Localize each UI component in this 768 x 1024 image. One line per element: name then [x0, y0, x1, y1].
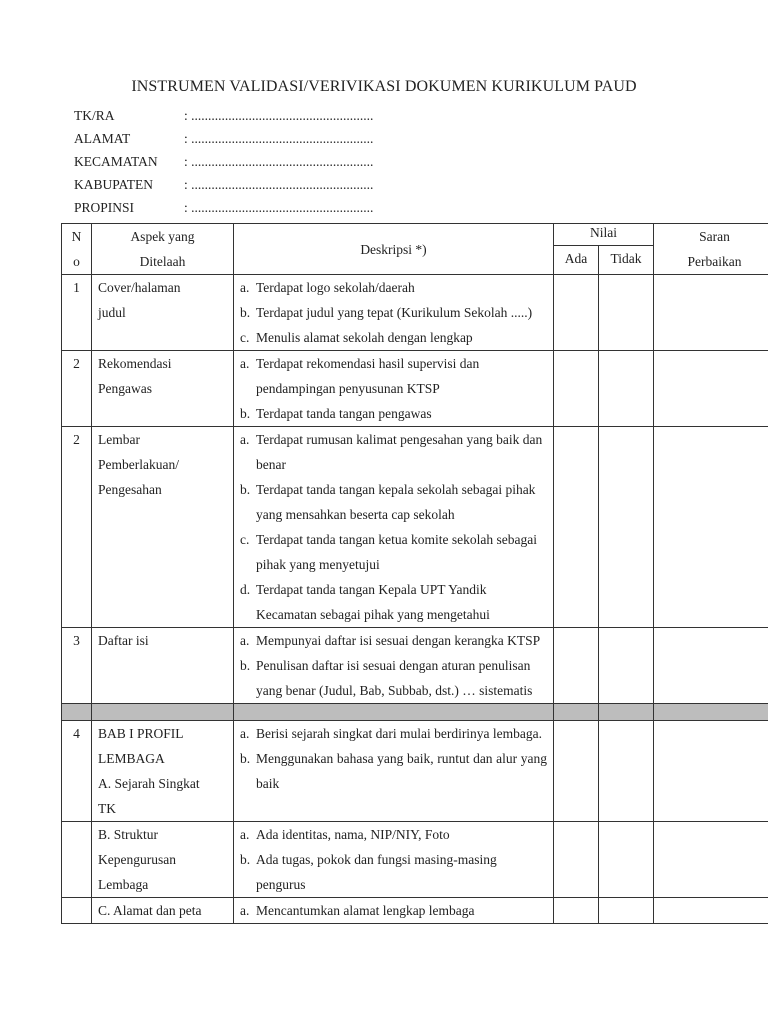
criterion-text: Mempunyai daftar isi sesuai dengan kerangka KTSP	[256, 633, 541, 648]
header-ada: Ada	[554, 245, 599, 274]
identity-value: : ......................................................	[184, 108, 374, 123]
header-aspek-line1: Aspek yang	[130, 229, 195, 244]
criterion-letter: b.	[240, 482, 251, 497]
aspek-line: Pengawas	[98, 381, 152, 396]
cell-tidak[interactable]	[599, 628, 654, 704]
criterion-item	[240, 325, 547, 350]
cell-ada[interactable]	[554, 721, 599, 822]
header-saran-line1: Saran	[699, 229, 730, 244]
criterion-letter: a.	[240, 280, 250, 295]
row-aspek	[92, 721, 234, 822]
separator-cell	[554, 704, 599, 721]
table-row	[62, 628, 768, 704]
cell-saran[interactable]	[654, 898, 768, 924]
table-row	[62, 822, 768, 898]
criterion-item	[240, 653, 547, 703]
row-deskripsi	[234, 822, 554, 898]
identity-field-alamat	[74, 131, 373, 147]
separator-cell	[599, 704, 654, 721]
aspek-line: Lembaga	[98, 877, 149, 892]
cell-saran[interactable]	[654, 427, 768, 628]
aspek-line: BAB I PROFIL	[98, 726, 184, 741]
row-aspek	[92, 822, 234, 898]
section-separator-row	[62, 704, 768, 721]
criterion-letter: c.	[240, 330, 250, 345]
table-row	[62, 351, 768, 427]
cell-tidak[interactable]	[599, 351, 654, 427]
cell-saran[interactable]	[654, 628, 768, 704]
cell-saran[interactable]	[654, 351, 768, 427]
identity-value: : ......................................................	[184, 131, 374, 146]
validation-table	[61, 223, 768, 924]
criterion-text: Terdapat judul yang tepat (Kurikulum Sekolah .....)	[256, 305, 533, 320]
criterion-letter: a.	[240, 356, 250, 371]
aspek-line: Rekomendasi	[98, 356, 172, 371]
criterion-item	[240, 847, 547, 897]
identity-field-kabupaten	[74, 177, 373, 193]
criterion-letter: b.	[240, 406, 251, 421]
identity-value: : ......................................................	[184, 154, 374, 169]
criterion-item	[240, 822, 547, 847]
criterion-item	[240, 746, 547, 796]
criterion-letter: b.	[240, 751, 251, 766]
cell-ada[interactable]	[554, 351, 599, 427]
aspek-line: Daftar isi	[98, 633, 149, 648]
criterion-item	[240, 427, 547, 477]
row-deskripsi	[234, 721, 554, 822]
cell-saran[interactable]	[654, 721, 768, 822]
row-number: 2	[62, 351, 92, 427]
criterion-letter: b.	[240, 852, 251, 867]
identity-label: PROPINSI	[74, 200, 135, 215]
criterion-text: Penulisan daftar isi sesuai dengan aturan penulisan yang benar (Judul, Bab, Subbab, dst.) … sistematis	[256, 658, 533, 698]
row-aspek	[92, 628, 234, 704]
identity-label: KABUPATEN	[74, 177, 154, 192]
identity-label: ALAMAT	[74, 131, 131, 146]
criterion-text: Berisi sejarah singkat dari mulai berdirinya lembaga.	[256, 726, 543, 741]
identity-field-tkra	[74, 108, 373, 124]
criterion-text: Terdapat tanda tangan pengawas	[256, 406, 432, 421]
criterion-text: Terdapat rekomendasi hasil supervisi dan pendampingan penyusunan KTSP	[256, 356, 480, 396]
table-row	[62, 275, 768, 351]
separator-cell	[62, 704, 92, 721]
separator-cell	[654, 704, 768, 721]
aspek-line: A. Sejarah Singkat	[98, 776, 200, 791]
criterion-item	[240, 721, 547, 746]
aspek-line: Lembar	[98, 432, 140, 447]
header-no	[62, 224, 92, 275]
cell-saran[interactable]	[654, 822, 768, 898]
identity-value: : ......................................................	[184, 177, 374, 192]
row-number	[62, 898, 92, 924]
criterion-text: Terdapat logo sekolah/daerah	[256, 280, 415, 295]
criterion-letter: b.	[240, 305, 251, 320]
criterion-item	[240, 275, 547, 300]
row-deskripsi	[234, 628, 554, 704]
criterion-item	[240, 477, 547, 527]
table-row	[62, 898, 768, 924]
identity-field-propinsi	[74, 200, 373, 216]
identity-field-kecamatan	[74, 154, 373, 170]
cell-ada[interactable]	[554, 275, 599, 351]
row-number: 1	[62, 275, 92, 351]
cell-ada[interactable]	[554, 427, 599, 628]
criterion-letter: a.	[240, 432, 250, 447]
table-row	[62, 427, 768, 628]
row-aspek	[92, 427, 234, 628]
criterion-item	[240, 527, 547, 577]
criterion-text: Terdapat rumusan kalimat pengesahan yang baik dan benar	[256, 432, 543, 472]
criterion-letter: a.	[240, 726, 250, 741]
row-deskripsi	[234, 351, 554, 427]
criterion-letter: a.	[240, 633, 250, 648]
row-aspek	[92, 275, 234, 351]
identity-value: : ......................................................	[184, 200, 374, 215]
document-title: INSTRUMEN VALIDASI/VERIVIKASI DOKUMEN KURIKULUM PAUD	[131, 78, 637, 95]
aspek-line: B. Struktur	[98, 827, 159, 842]
cell-tidak[interactable]	[599, 427, 654, 628]
criterion-item	[240, 628, 547, 653]
criterion-text: Menulis alamat sekolah dengan lengkap	[256, 330, 473, 345]
criterion-text: Terdapat tanda tangan Kepala UPT Yandik Kecamatan sebagai pihak yang mengetahui	[256, 582, 490, 622]
criterion-text: Mencantumkan alamat lengkap lembaga	[256, 903, 475, 918]
aspek-line: C. Alamat dan peta	[98, 903, 202, 918]
cell-tidak[interactable]	[599, 721, 654, 822]
table-header-row	[62, 224, 768, 246]
criterion-letter: a.	[240, 903, 250, 918]
criterion-letter: a.	[240, 827, 250, 842]
cell-ada[interactable]	[554, 898, 599, 924]
aspek-line: Cover/halaman	[98, 280, 181, 295]
row-number: 3	[62, 628, 92, 704]
separator-cell	[234, 704, 554, 721]
header-aspek-line2: Ditelaah	[139, 254, 186, 269]
header-no-line2: o	[73, 254, 80, 269]
row-deskripsi	[234, 898, 554, 924]
criterion-letter: c.	[240, 532, 250, 547]
criterion-item	[240, 898, 547, 923]
criterion-letter: d.	[240, 582, 251, 597]
header-deskripsi: Deskripsi *)	[234, 224, 554, 275]
cell-saran[interactable]	[654, 275, 768, 351]
cell-tidak[interactable]	[599, 275, 654, 351]
criterion-text: Terdapat tanda tangan kepala sekolah sebagai pihak yang mensahkan beserta cap sekolah	[256, 482, 536, 522]
criterion-item	[240, 300, 547, 325]
cell-tidak[interactable]	[599, 822, 654, 898]
criterion-text: Terdapat tanda tangan ketua komite sekolah sebagai pihak yang menyetujui	[256, 532, 537, 572]
header-saran-line2: Perbaikan	[687, 254, 742, 269]
criterion-item	[240, 577, 547, 627]
header-tidak: Tidak	[599, 245, 654, 274]
header-nilai: Nilai	[554, 224, 654, 246]
table-row	[62, 721, 768, 822]
row-number: 4	[62, 721, 92, 822]
row-number: 2	[62, 427, 92, 628]
aspek-line: LEMBAGA	[98, 751, 165, 766]
criterion-text: Ada identitas, nama, NIP/NIY, Foto	[256, 827, 450, 842]
identity-label: TK/RA	[74, 108, 115, 123]
aspek-line: Pengesahan	[98, 482, 162, 497]
criterion-letter: b.	[240, 658, 251, 673]
row-deskripsi	[234, 275, 554, 351]
cell-ada[interactable]	[554, 822, 599, 898]
row-aspek	[92, 351, 234, 427]
header-aspek	[92, 224, 234, 275]
cell-ada[interactable]	[554, 628, 599, 704]
aspek-line: Pemberlakuan/	[98, 457, 179, 472]
identity-label: KECAMATAN	[74, 154, 158, 169]
aspek-line: Kepengurusan	[98, 852, 176, 867]
header-saran	[654, 224, 768, 275]
header-no-line1: N	[71, 229, 82, 244]
aspek-line: TK	[98, 801, 116, 816]
criterion-text: Menggunakan bahasa yang baik, runtut dan alur yang baik	[256, 751, 547, 791]
separator-cell	[92, 704, 234, 721]
row-deskripsi	[234, 427, 554, 628]
criterion-text: Ada tugas, pokok dan fungsi masing-masing pengurus	[256, 852, 497, 892]
cell-tidak[interactable]	[599, 898, 654, 924]
row-aspek	[92, 898, 234, 924]
criterion-item	[240, 401, 547, 426]
aspek-line: judul	[98, 305, 126, 320]
row-number	[62, 822, 92, 898]
criterion-item	[240, 351, 547, 401]
